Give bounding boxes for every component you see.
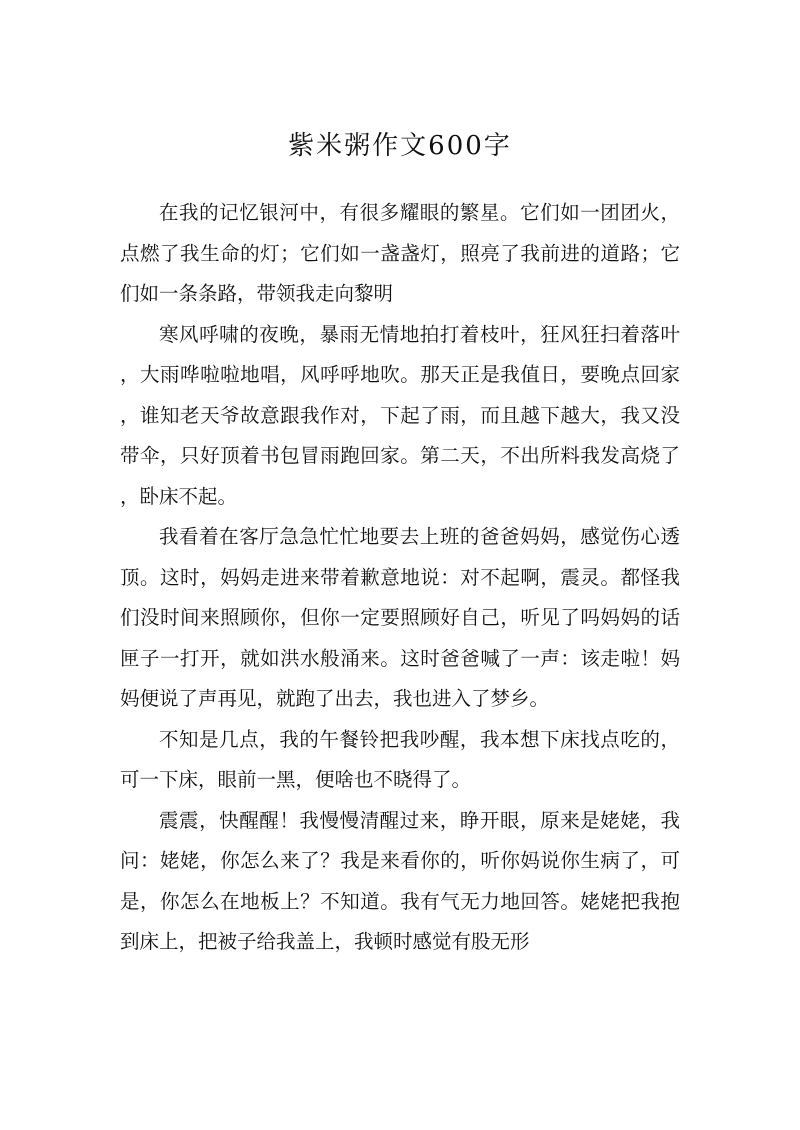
paragraph-2: 寒风呼啸的夜晚，暴雨无情地拍打着枝叶，狂风狂扫着落叶，大雨哗啦啦地唱，风呼呼地吹。那天正是我值日，要晚点回家，谁知老天爷故意跟我作对，下起了雨，而且越下越大，我又没带伞，只好顶着书包冒雨跑回家。第二天，不出所料我发高烧了，卧床不起。 bbox=[120, 322, 680, 508]
document-body bbox=[120, 193, 680, 963]
paragraph-3: 我看着在客厅急急忙忙地要去上班的爸爸妈妈，感觉伤心透顶。这时，妈妈走进来带着歉意地说：对不起啊，震灵。都怪我们没时间来照顾你，但你一定要照顾好自己，听见了吗妈妈的话匣子一打开，就如洪水般涌来。这时爸爸喊了一声：该走啦！妈妈便说了声再见，就跑了出去，我也进入了梦乡。 bbox=[120, 525, 680, 710]
paragraph-1: 在我的记忆银河中，有很多耀眼的繁星。它们如一团团火，点燃了我生命的灯；它们如一盏盏灯，照亮了我前进的道路；它们如一条条路，带领我走向黎明 bbox=[120, 201, 680, 305]
document-title: 紫米粥作文600字 bbox=[288, 131, 512, 161]
paragraph-5: 震震，快醒醒！我慢慢清醒过来，睁开眼，原来是姥姥，我问：姥姥，你怎么来了？我是来看你的，听你妈说你生病了，可是，你怎么在地板上？不知道。我有气无力地回答。姥姥把我抱到床上，把被子给我盖上，我顿时感觉有股无形 bbox=[120, 808, 680, 953]
paragraph-4: 不知是几点，我的午餐铃把我吵醒，我本想下床找点吃的，可一下床，眼前一黑，便啥也不晓得了。 bbox=[120, 727, 680, 791]
